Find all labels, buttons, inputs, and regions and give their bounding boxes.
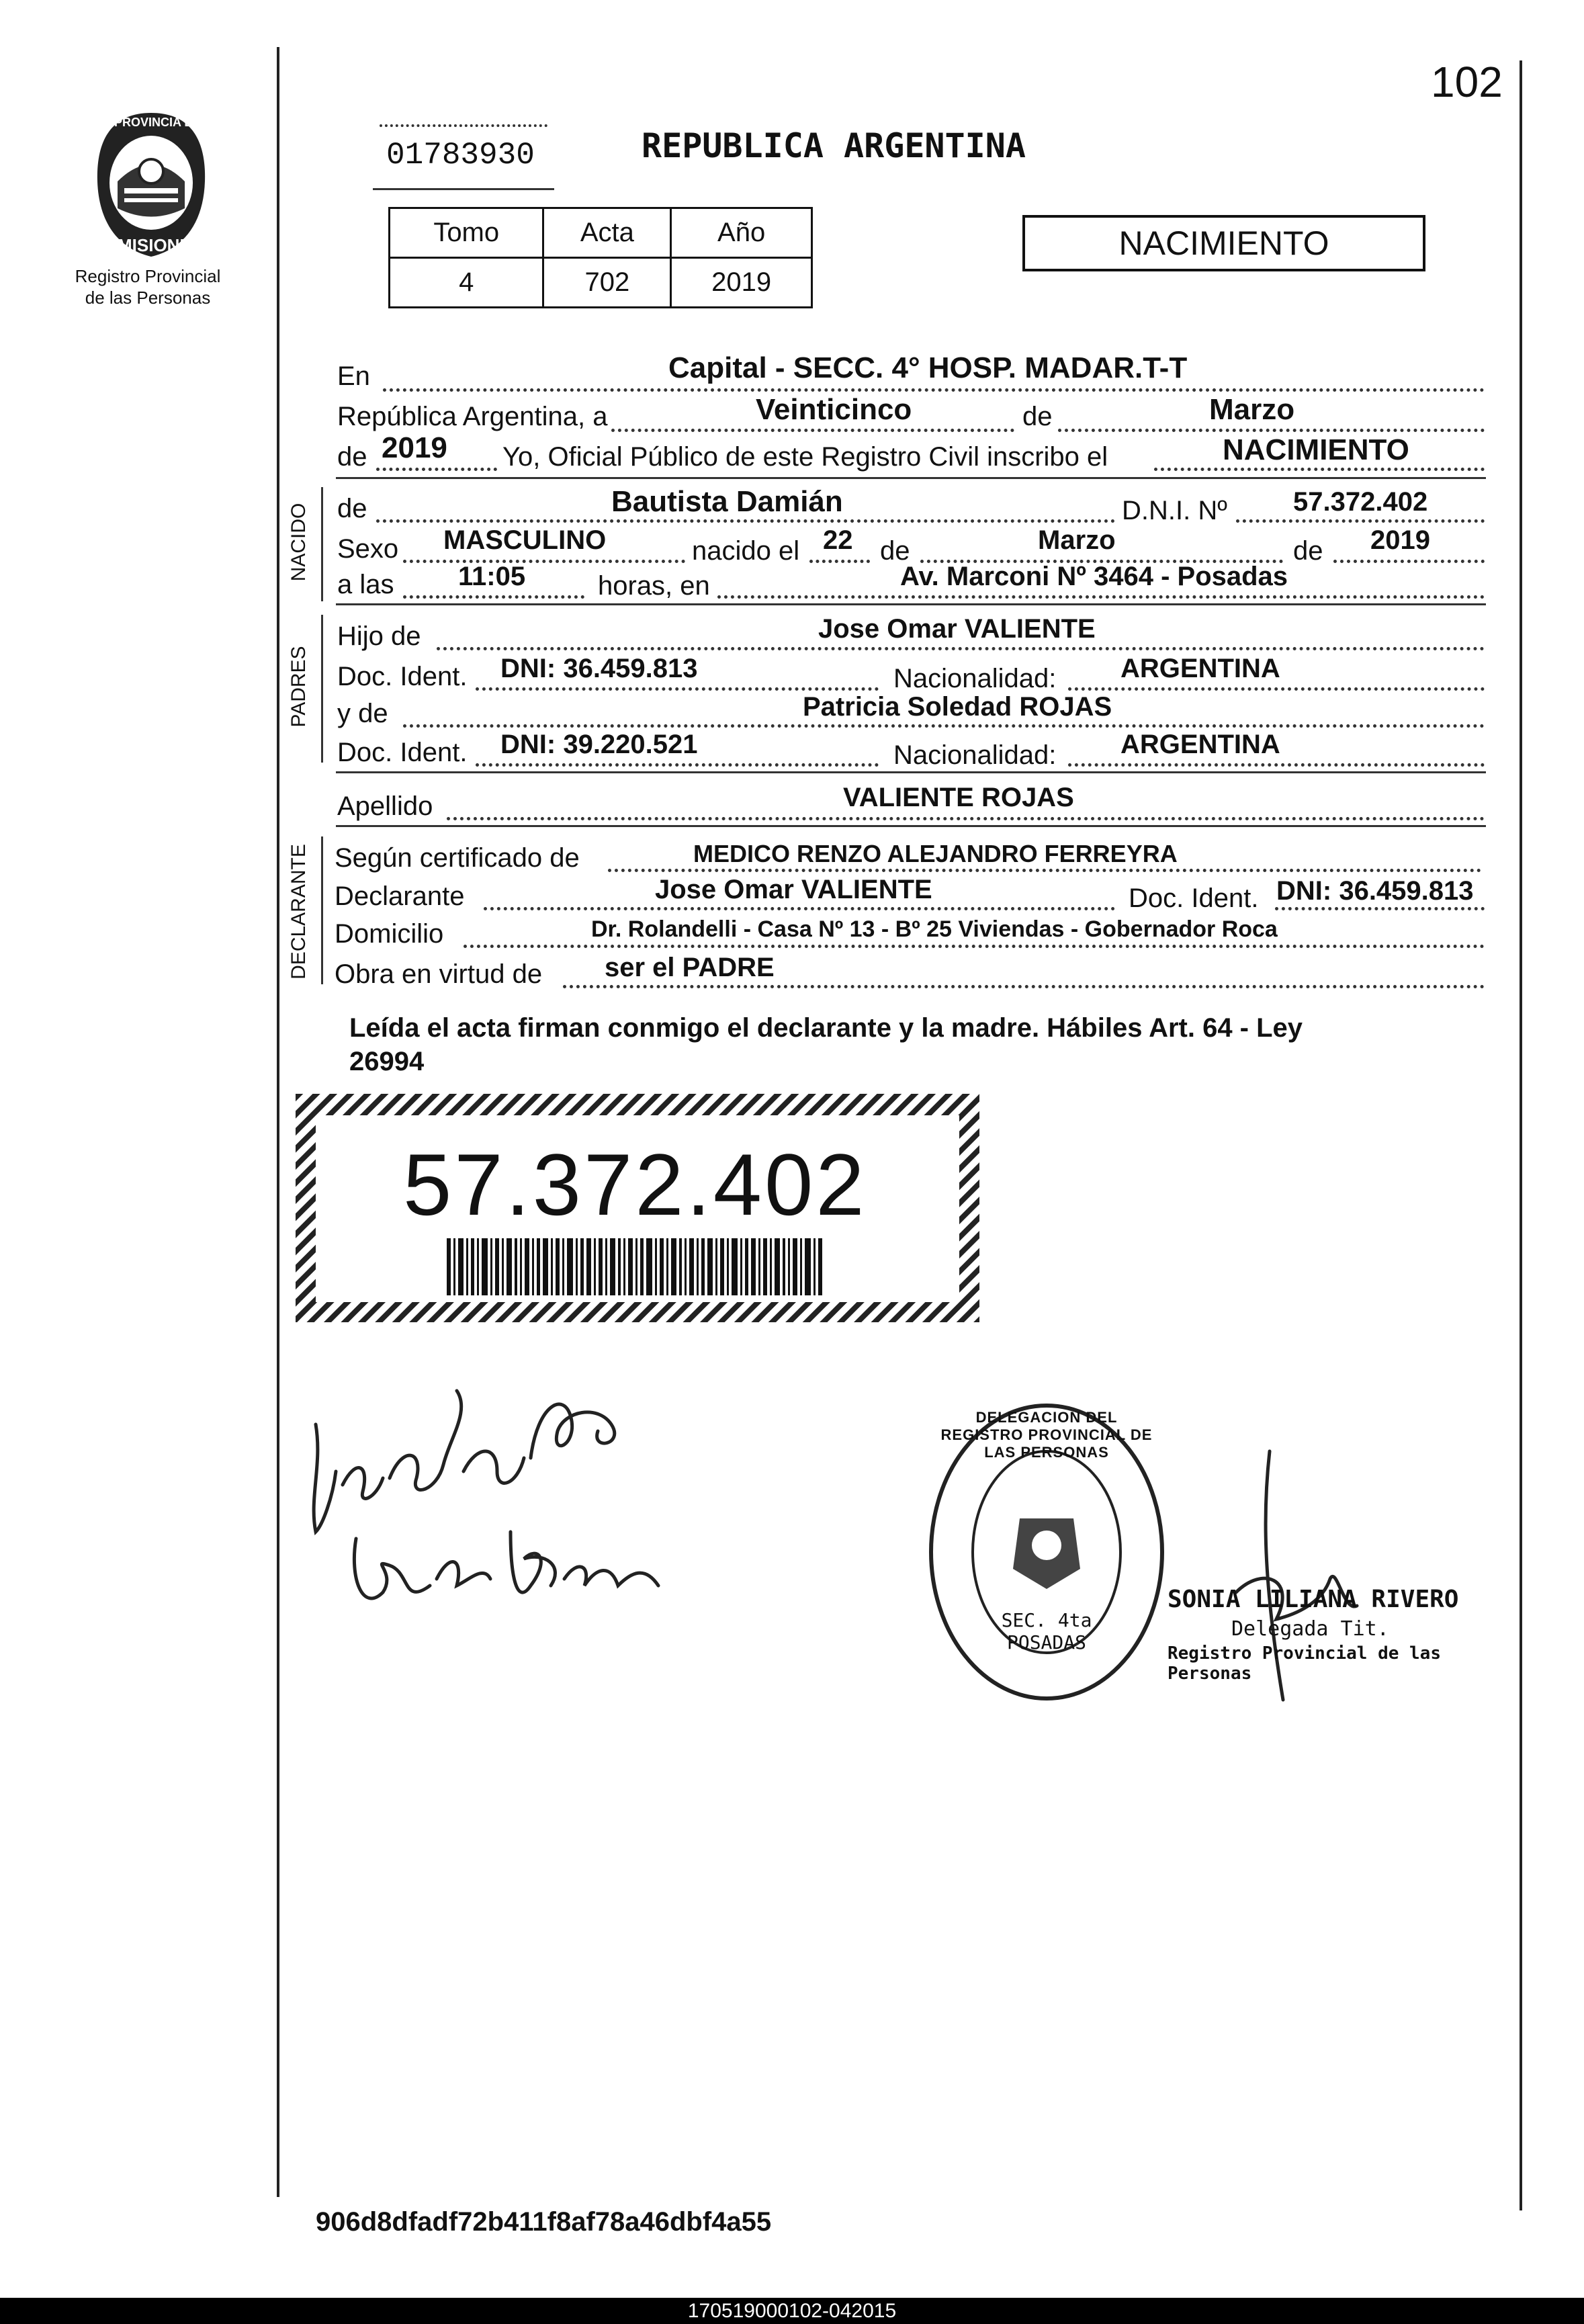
registry-caption-line2: de las Personas: [85, 288, 211, 308]
republica-label: República Argentina, a: [337, 402, 608, 431]
obra-label: Obra en virtud de: [335, 959, 543, 989]
rule-apellido: [336, 825, 1486, 827]
table-header-anio: Año: [671, 208, 812, 258]
father-nat-label: Nacionalidad:: [893, 664, 1057, 693]
table-value-acta: 702: [543, 258, 671, 308]
mother-doc: DNI: 39.220.521: [500, 730, 698, 759]
official-role: Delegada Tit.: [1231, 1617, 1389, 1641]
seal-text-bottom: MISIONES: [118, 235, 204, 255]
record-type-box: [1022, 215, 1425, 271]
round-stamp: [926, 1401, 1168, 1703]
en-label: En: [337, 361, 370, 391]
sticker-dni-number: 57.372.402: [403, 1135, 867, 1234]
dots-time: [403, 595, 584, 599]
rule-intro: [336, 477, 1486, 479]
country-title: REPUBLICA ARGENTINA: [642, 126, 1026, 165]
father-doc: DNI: 36.459.813: [500, 654, 698, 683]
nacido-de-label: de: [337, 494, 367, 523]
document-hash: 906d8dfadf72b411f8af78a46dbf4a55: [316, 2207, 772, 2237]
mother-nat-label: Nacionalidad:: [893, 740, 1057, 770]
mother-name: Patricia Soledad ROJAS: [803, 692, 1112, 722]
intro-place: Capital - SECC. 4° HOSP. MADAR.T-T: [668, 351, 1188, 384]
dots-day: [611, 429, 1014, 432]
dots-obra: [563, 985, 1485, 988]
official-org: Registro Provincial de las Personas: [1168, 1643, 1441, 1684]
round-stamp-ring-text: DELEGACION DEL REGISTRO PROVINCIAL DE LAS PERSONAS: [940, 1409, 1153, 1461]
decl-doc-label: Doc. Ident.: [1129, 884, 1259, 913]
yo-text: Yo, Oficial Público de este Registro Civil inscribo el: [502, 442, 1108, 472]
dni-sticker: [296, 1094, 979, 1322]
cert-value: MEDICO RENZO ALEJANDRO FERREYRA: [693, 840, 1178, 867]
nacido-time: 11:05: [458, 562, 526, 591]
round-stamp-inner-text: SEC. 4ta POSADAS: [1001, 1609, 1092, 1653]
obra-value: ser el PADRE: [605, 953, 775, 982]
dots-address: [717, 595, 1485, 599]
y-de-label: y de: [337, 699, 388, 728]
serial-number: 01783930: [386, 138, 535, 173]
nacido-name: Bautista Damián: [611, 485, 843, 518]
footer-bar: [0, 2298, 1584, 2324]
page-number: 102: [1431, 58, 1503, 106]
dots-decl: [484, 907, 1115, 910]
section-label-nacido: NACIDO: [288, 503, 310, 582]
table-value-tomo: 4: [390, 258, 543, 308]
rule-nacido: [336, 603, 1486, 605]
nacido-de3-label: de: [1293, 536, 1323, 566]
dom-value: Dr. Rolandelli - Casa Nº 13 - Bº 25 Viviendas - Gobernador Roca: [591, 916, 1278, 942]
serial-stamp: [373, 124, 554, 191]
father-name: Jose Omar VALIENTE: [818, 614, 1096, 644]
legal-note-line1: Leída el acta firman conmigo el declarante y la madre. Hábiles Art. 64 - Ley: [349, 1013, 1303, 1043]
mother-nationality: ARGENTINA: [1120, 730, 1280, 759]
nacido-dni: 57.372.402: [1293, 487, 1428, 517]
registry-caption-line1: Registro Provincial: [75, 266, 221, 286]
nacido-year: 2019: [1370, 525, 1430, 555]
dots-cert: [608, 869, 1481, 872]
serial-stamp-underline: [373, 188, 554, 190]
dots-sexo: [403, 560, 685, 563]
record-table: [388, 207, 813, 308]
a-las-label: a las: [337, 570, 394, 599]
apellido-label: Apellido: [337, 791, 433, 821]
intro-year: 2019: [382, 431, 447, 464]
dots-mother-nat: [1068, 763, 1485, 767]
dots-month: [1058, 429, 1485, 432]
official-name: SONIA LILIANA RIVERO: [1168, 1586, 1459, 1613]
bracket-padres: [321, 615, 323, 763]
dots-apellido: [447, 817, 1485, 820]
dots-mother-doc: [476, 763, 879, 767]
table-header-acta: Acta: [543, 208, 671, 258]
intro-de-label: de: [1022, 402, 1053, 431]
dots-name: [376, 519, 1115, 523]
dots-dni: [1236, 519, 1485, 523]
registry-caption: [40, 265, 255, 308]
intro-day-words: Veinticinco: [756, 393, 912, 426]
handwritten-signatures: [296, 1364, 712, 1646]
intro-de2-label: de: [337, 442, 367, 472]
mother-doc-label: Doc. Ident.: [337, 738, 468, 767]
cert-label: Según certificado de: [335, 843, 580, 873]
dots-day-birth: [809, 560, 870, 563]
nacido-de2-label: de: [880, 536, 910, 566]
dots-inscribo: [1154, 468, 1485, 471]
nacido-el-label: nacido el: [692, 536, 800, 566]
nacido-month: Marzo: [1038, 525, 1116, 555]
sticker-barcode: [447, 1238, 823, 1295]
legal-note-line2: 26994: [349, 1047, 425, 1076]
hijo-label: Hijo de: [337, 621, 421, 651]
section-label-padres: PADRES: [288, 646, 310, 728]
decl-value: Jose Omar VALIENTE: [655, 875, 932, 904]
father-nationality: ARGENTINA: [1120, 654, 1280, 683]
nacido-sexo: MASCULINO: [443, 525, 607, 555]
dots-father: [437, 647, 1485, 650]
dots-mother: [403, 724, 1485, 728]
decl-label: Declarante: [335, 881, 465, 911]
record-type: NACIMIENTO: [1118, 224, 1329, 262]
sexo-label: Sexo: [337, 534, 399, 564]
dots-year: [376, 468, 497, 471]
seal-text-top: PROVINCIA DE: [114, 116, 202, 129]
bracket-nacido: [321, 487, 323, 601]
father-doc-label: Doc. Ident.: [337, 662, 468, 691]
table-value-anio: 2019: [671, 258, 812, 308]
dots-father-doc: [476, 687, 879, 691]
dots-year-birth: [1333, 560, 1485, 563]
dom-label: Domicilio: [335, 919, 444, 949]
dots-dom: [464, 945, 1485, 948]
dni-label: D.N.I. Nº: [1122, 496, 1227, 525]
margin-line-right: [1520, 60, 1522, 2210]
rule-padres: [336, 771, 1486, 773]
decl-doc: DNI: 36.459.813: [1276, 876, 1474, 906]
serial-stamp-frame: [380, 124, 547, 127]
official-block: [1168, 1586, 1503, 1684]
section-label-declarante: DECLARANTE: [288, 844, 310, 980]
margin-line-left: [277, 47, 279, 2197]
province-seal-logo: [77, 107, 225, 262]
nacido-address: Av. Marconi Nº 3464 - Posadas: [900, 562, 1288, 591]
table-header-tomo: Tomo: [390, 208, 543, 258]
apellido-value: VALIENTE ROJAS: [843, 783, 1074, 812]
intro-month: Marzo: [1209, 393, 1295, 426]
dots-decl-doc: [1275, 907, 1485, 910]
bracket-declarante: [321, 836, 323, 984]
legal-note: [349, 1011, 1491, 1078]
nacido-day: 22: [823, 525, 853, 555]
horas-label: horas, en: [598, 571, 710, 601]
dots-en: [383, 388, 1485, 392]
footer-code: 170519000102-042015: [687, 2300, 897, 2322]
dots-father-nat: [1068, 687, 1485, 691]
intro-inscribo: NACIMIENTO: [1223, 433, 1409, 466]
